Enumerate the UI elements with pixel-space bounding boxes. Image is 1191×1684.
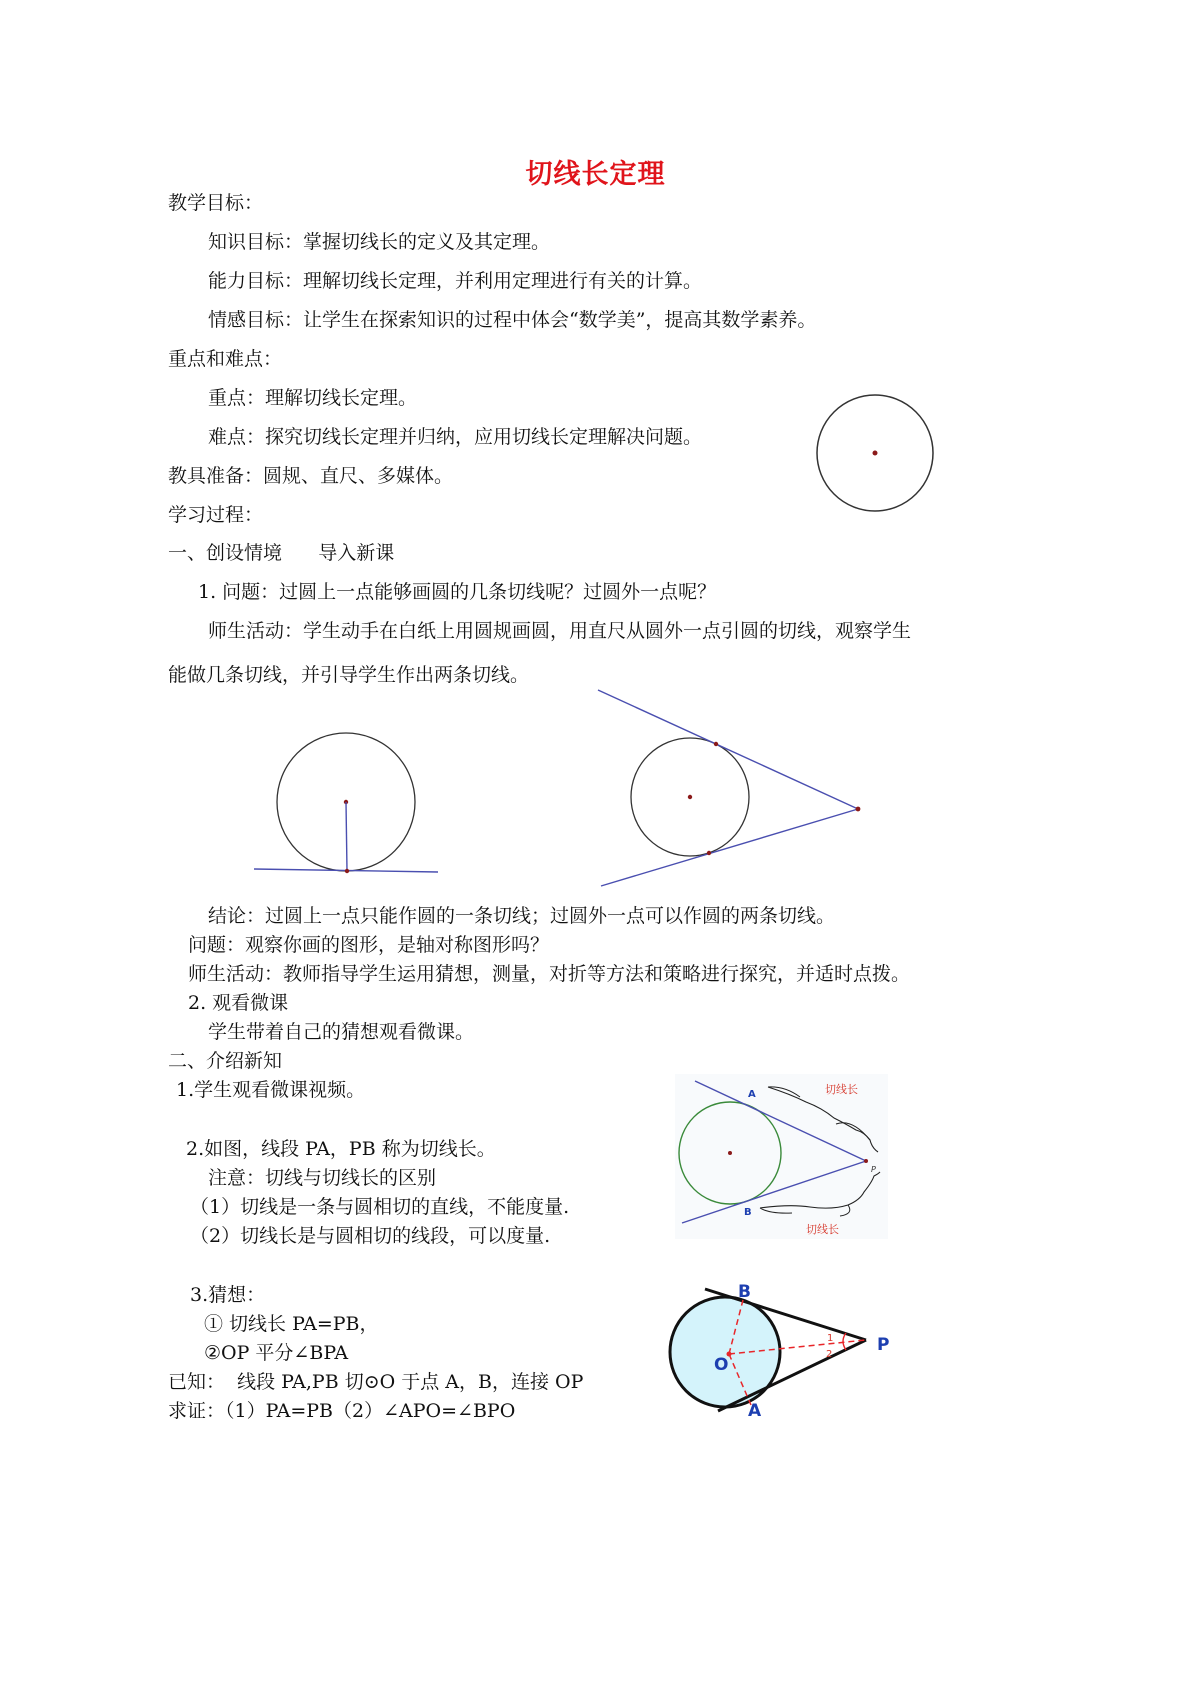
text-line: 教学目标： — [168, 192, 264, 214]
fig5-label-a: A — [748, 1401, 762, 1421]
text-line: 知识目标：掌握切线长的定义及其定理。 — [208, 231, 551, 253]
text-line: 学习过程： — [168, 504, 264, 526]
text-line: 结论：过圆上一点只能作圆的一条切线；过圆外一点可以作圆的两条切线。 — [208, 905, 836, 927]
text-line: 重点和难点： — [168, 348, 283, 370]
text-line: 师生活动：学生动手在白纸上用圆规画圆，用直尺从圆外一点引圆的切线，观察学生 — [208, 620, 912, 642]
fig4-label-p: P — [871, 1165, 876, 1174]
text-line: 学生带着自己的猜想观看微课。 — [208, 1021, 475, 1043]
fig5-label-p: P — [877, 1335, 890, 1355]
text-line: 能做几条切线，并引导学生作出两条切线。 — [168, 664, 530, 686]
text-line: 求证：（1）PA=PB（2）∠APO=∠BPO — [168, 1400, 516, 1422]
text-line: 能力目标：理解切线长定理，并利用定理进行有关的计算。 — [208, 270, 703, 292]
section-heading: 一、创设情境 导入新课 — [168, 542, 395, 564]
text-line: 教具准备：圆规、直尺、多媒体。 — [168, 465, 454, 487]
page-title: 切线长定理 — [525, 159, 666, 190]
text-line: 问题：观察你画的图形，是轴对称图形吗？ — [188, 934, 550, 956]
text-line: 重点：理解切线长定理。 — [208, 387, 418, 409]
text-line: 难点：探究切线长定理并归纳，应用切线长定理解决问题。 — [208, 426, 703, 448]
figure-tangent-length — [675, 1074, 888, 1239]
text-line: ① 切线长 PA=PB， — [204, 1313, 379, 1335]
text-line: 1. 问题：过圆上一点能够画圆的几条切线呢？过圆外一点呢？ — [198, 581, 717, 603]
text-line: 1.学生观看微课视频。 — [176, 1079, 366, 1101]
fig5-label-1: 1 — [827, 1333, 834, 1344]
text-line: ②OP 平分∠BPA — [204, 1342, 349, 1364]
text-line: 情感目标：让学生在探索知识的过程中体会“数学美”，提高其数学素养。 — [208, 309, 817, 331]
figure-op-bisect — [670, 1282, 889, 1421]
text-line: 注意：切线与切线长的区别 — [208, 1167, 437, 1189]
text-line: 2. 观看微课 — [188, 992, 289, 1014]
fig4-label-top: 切线长 — [825, 1083, 858, 1096]
text-line: （1）切线是一条与圆相切的直线，不能度量. — [190, 1196, 570, 1218]
fig4-label-a: A — [748, 1089, 756, 1100]
section-heading: 二、介绍新知 — [168, 1050, 283, 1072]
figure-two-tangents — [598, 690, 860, 886]
fig5-label-o: O — [714, 1355, 729, 1375]
text-line: （2）切线长是与圆相切的线段，可以度量. — [190, 1225, 551, 1247]
fig4-label-b: B — [744, 1207, 752, 1218]
fig4-label-bottom: 切线长 — [806, 1223, 839, 1236]
text-line: 师生活动：教师指导学生运用猜想，测量，对折等方法和策略进行探究，并适时点拨。 — [188, 963, 911, 985]
figure-single-tangent — [254, 733, 438, 873]
text-line: 已知： 线段 PA,PB 切⊙O 于点 A，B，连接 OP — [168, 1371, 584, 1393]
fig5-label-b: B — [738, 1282, 751, 1302]
figure-circle-center — [817, 395, 933, 511]
fig5-label-2: 2 — [826, 1349, 833, 1360]
text-line: 2.如图，线段 PA，PB 称为切线长。 — [186, 1138, 496, 1160]
text-line: 3.猜想： — [190, 1284, 266, 1306]
